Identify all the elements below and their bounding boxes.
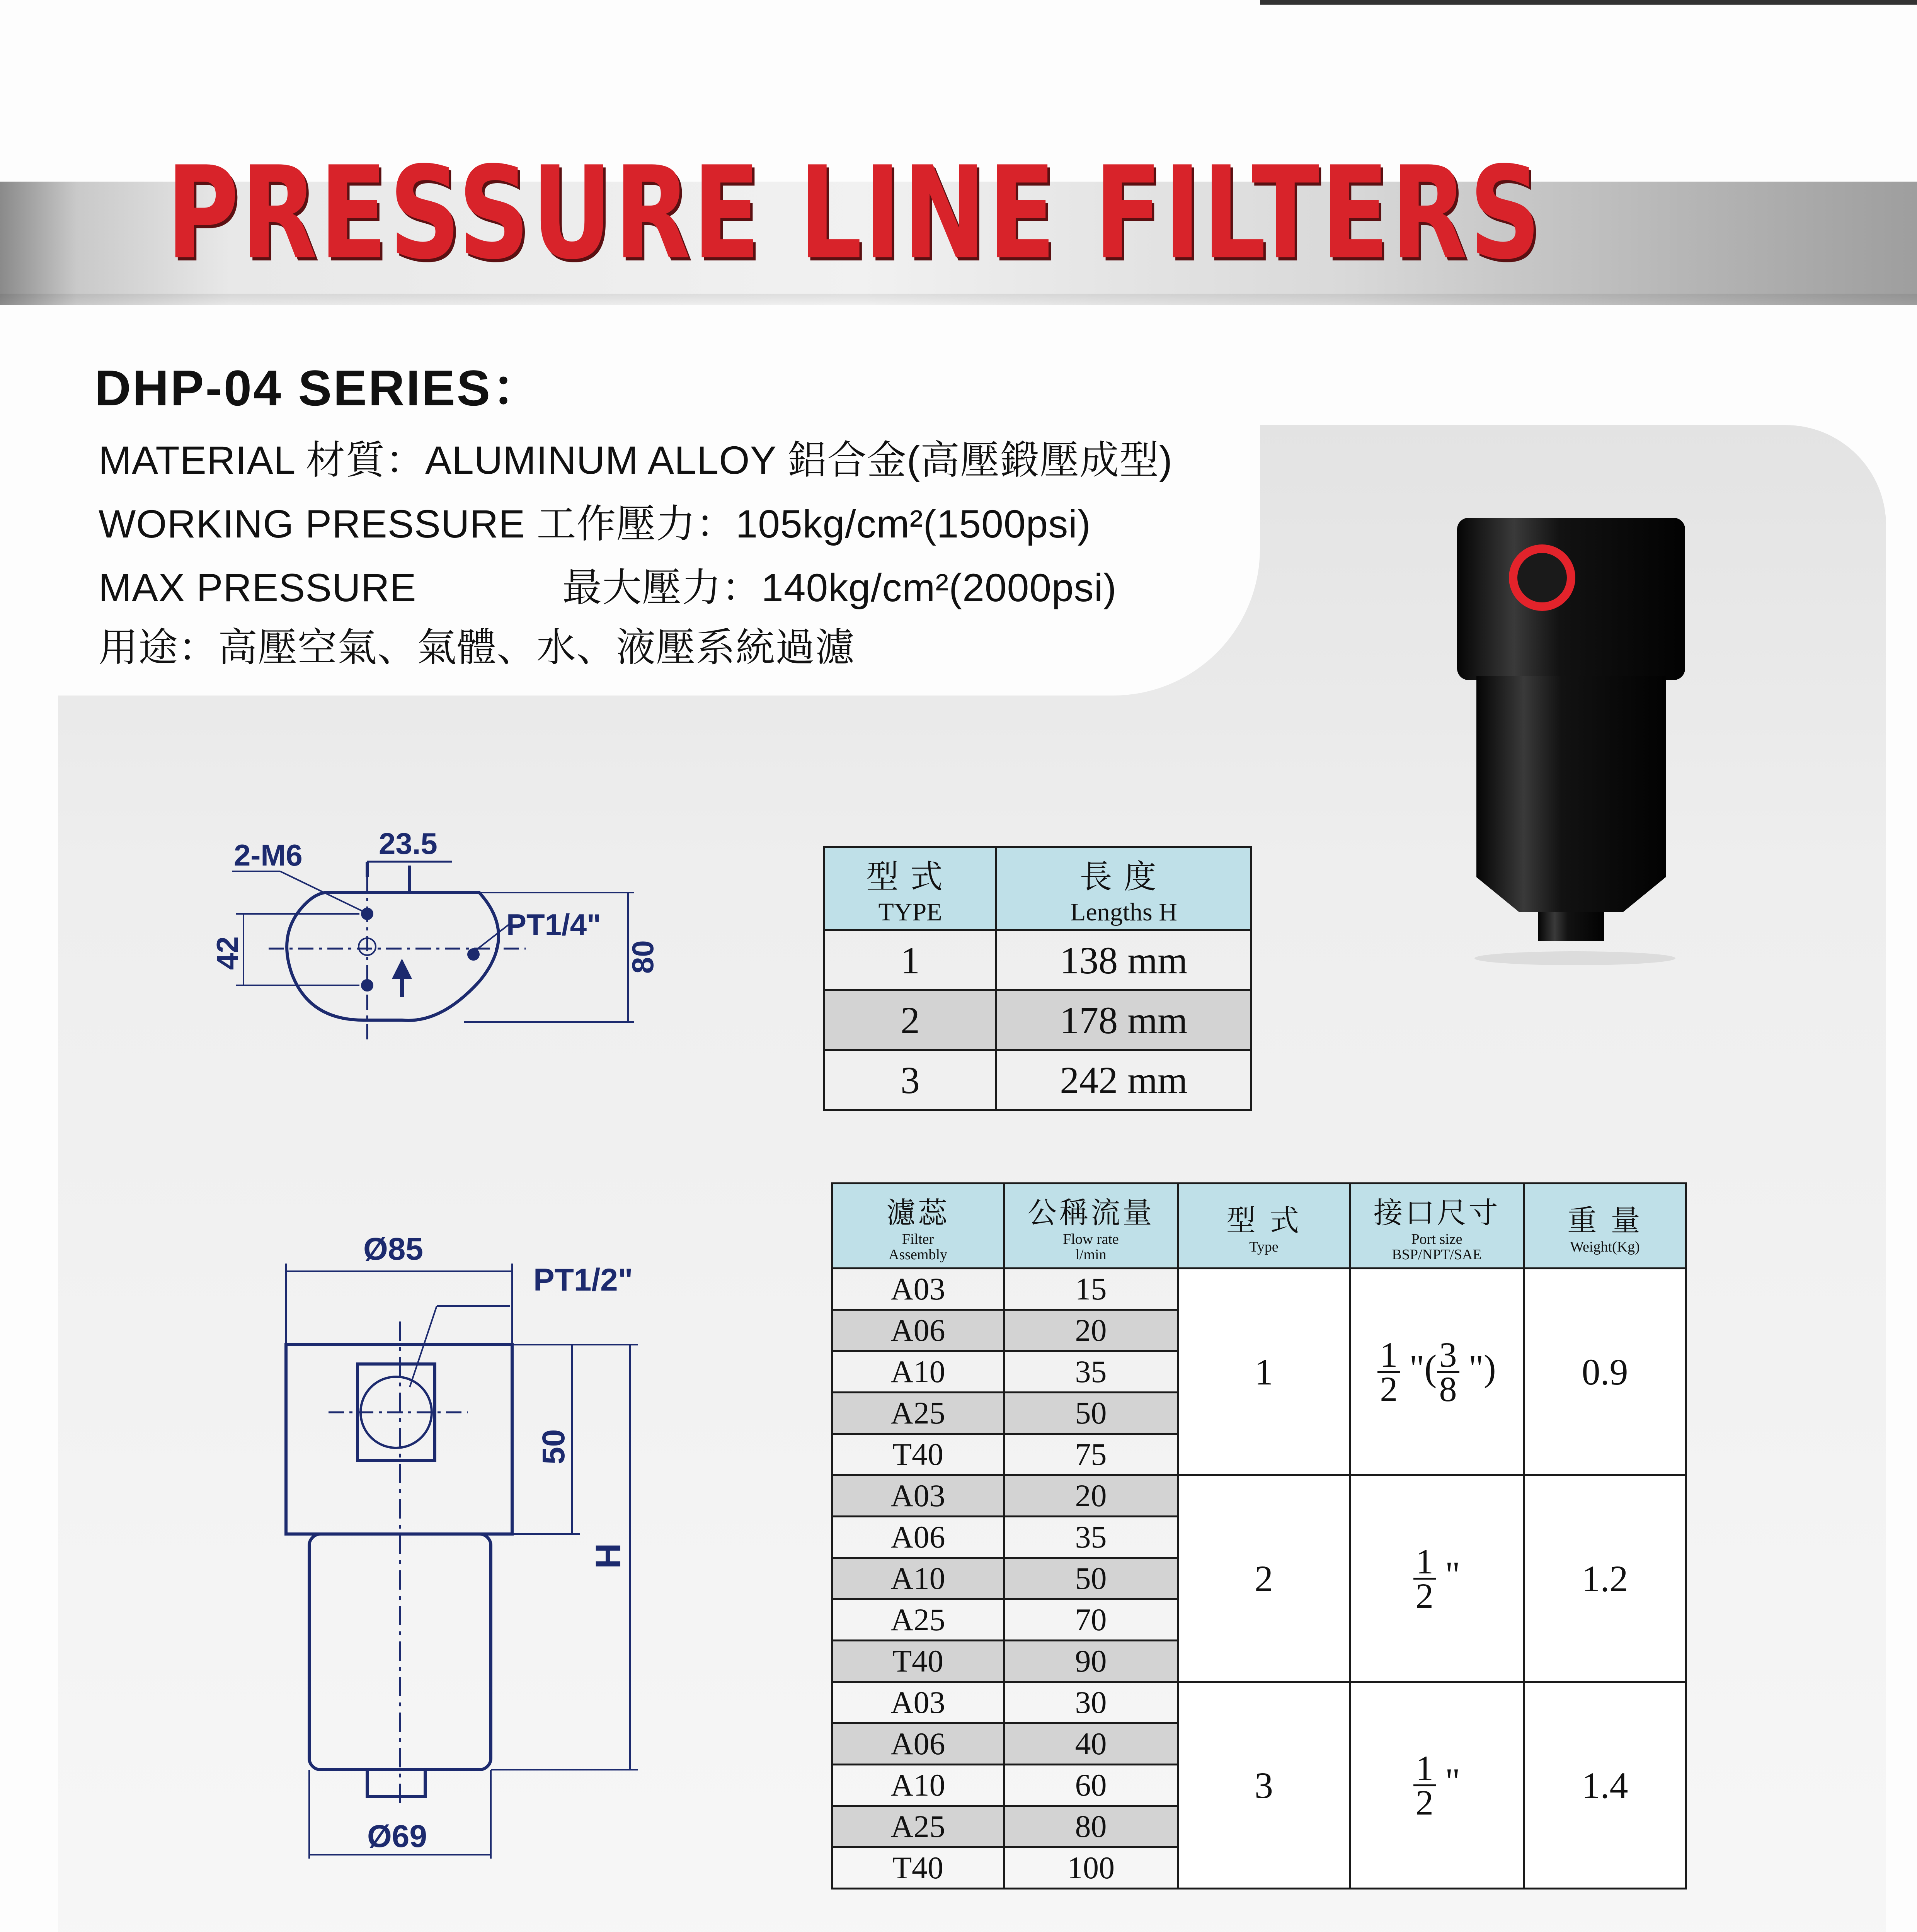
top-port-label: PT1/4" bbox=[506, 908, 601, 942]
working-label-en: WORKING PRESSURE bbox=[99, 502, 526, 546]
type-cell: 2 bbox=[1178, 1475, 1350, 1682]
table-row bbox=[832, 1269, 1686, 1310]
material-value: ALUMINUM ALLOY 鋁合金(高壓鍛壓成型) bbox=[425, 438, 1173, 482]
weight-zh: 重 量 bbox=[1567, 1203, 1643, 1238]
length-cell: 138 mm bbox=[996, 930, 1251, 990]
flow-cell: 75 bbox=[1004, 1434, 1178, 1475]
flow-cell: 20 bbox=[1004, 1310, 1178, 1351]
product-photo bbox=[1449, 510, 1701, 974]
working-label-zh: 工作壓力 bbox=[536, 502, 696, 546]
side-port-label: PT1/2" bbox=[533, 1262, 633, 1298]
height-right-dimension: 80 bbox=[626, 940, 660, 974]
material-label: MATERIAL 材質 bbox=[99, 438, 386, 482]
weight-cell: 1.4 bbox=[1524, 1682, 1686, 1889]
page-title: PRESSURE LINE FILTERS bbox=[166, 139, 1543, 287]
weight-header bbox=[1524, 1184, 1686, 1269]
length-cell: 178 mm bbox=[996, 990, 1251, 1050]
spec-material: MATERIAL 材質：ALUMINUM ALLOY 鋁合金(高壓鍛壓成型) bbox=[99, 438, 1173, 482]
series-title-text: DHP-04 SERIES bbox=[95, 360, 492, 416]
type-cell: 3 bbox=[1178, 1682, 1350, 1889]
max-label-en: MAX PRESSURE bbox=[99, 566, 417, 610]
assembly-cell: A06 bbox=[832, 1723, 1004, 1765]
top-view-drawing bbox=[209, 819, 672, 1128]
series-title: DHP-04 SERIES： bbox=[95, 360, 544, 416]
flow-cell: 50 bbox=[1004, 1558, 1178, 1599]
assembly-cell: A06 bbox=[832, 1310, 1004, 1351]
type-header-zh: 型式 bbox=[866, 857, 954, 896]
length-header bbox=[996, 847, 1251, 930]
port-size-cell: $\frac{1}{2}$ " bbox=[1350, 1682, 1524, 1889]
title-bar-shadow bbox=[0, 294, 1917, 305]
port-size-zh: 接口尺寸 bbox=[1373, 1196, 1500, 1230]
filter-assembly-header bbox=[832, 1184, 1004, 1269]
flow-rate-en2: l/min bbox=[1075, 1247, 1107, 1263]
port-size-en2: BSP/NPT/SAE bbox=[1392, 1247, 1482, 1263]
assembly-cell: A03 bbox=[832, 1682, 1004, 1723]
port-size-cell: $\frac{1}{2}$ "( $\frac{3}{8}$ ") bbox=[1350, 1269, 1524, 1475]
type-cell: 2 bbox=[824, 990, 996, 1050]
assembly-cell: T40 bbox=[832, 1641, 1004, 1682]
flow-cell: 100 bbox=[1004, 1847, 1178, 1889]
port-size-cell: $\frac{1}{2}$ " bbox=[1350, 1475, 1524, 1682]
flow-rate-en1: Flow rate bbox=[1063, 1231, 1119, 1247]
type-cell: 3 bbox=[824, 1050, 996, 1110]
port-size-header bbox=[1350, 1184, 1524, 1269]
flow-cell: 90 bbox=[1004, 1641, 1178, 1682]
type-cell: 1 bbox=[824, 930, 996, 990]
width-dimension: 23.5 bbox=[379, 827, 438, 861]
top-diameter: Ø85 bbox=[363, 1231, 423, 1267]
length-header-en: Lengths H bbox=[1070, 898, 1177, 926]
working-value: 105kg/cm²(1500psi) bbox=[735, 502, 1091, 546]
bolt-label: 2-M6 bbox=[234, 838, 303, 872]
max-value: 140kg/cm²(2000psi) bbox=[761, 566, 1117, 610]
max-label-zh: 最大壓力 bbox=[562, 566, 722, 610]
flow-cell: 50 bbox=[1004, 1393, 1178, 1434]
bottom-diameter: Ø69 bbox=[367, 1819, 427, 1854]
flow-rate-zh: 公稱流量 bbox=[1027, 1196, 1154, 1230]
indicator-ring-icon bbox=[1513, 549, 1571, 607]
length-cell: 242 mm bbox=[996, 1050, 1251, 1110]
type-header bbox=[824, 847, 996, 930]
assembly-cell: A25 bbox=[832, 1806, 1004, 1847]
flow-cell: 60 bbox=[1004, 1765, 1178, 1806]
type-en: Type bbox=[1249, 1239, 1279, 1255]
filter-assembly-zh: 濾蕊 bbox=[886, 1196, 950, 1230]
flow-cell: 35 bbox=[1004, 1517, 1178, 1558]
flow-cell: 30 bbox=[1004, 1682, 1178, 1723]
port-size-en1: Port size bbox=[1411, 1231, 1462, 1247]
length-table bbox=[823, 846, 1252, 1111]
assembly-cell: A25 bbox=[832, 1599, 1004, 1641]
table-row bbox=[824, 930, 1251, 990]
length-dimension: H bbox=[589, 1543, 628, 1569]
assembly-cell: A25 bbox=[832, 1393, 1004, 1434]
assembly-cell: A06 bbox=[832, 1517, 1004, 1558]
flow-cell: 20 bbox=[1004, 1475, 1178, 1517]
table-row bbox=[824, 990, 1251, 1050]
type-zh: 型 式 bbox=[1226, 1203, 1302, 1238]
spec-working-pressure: WORKING PRESSURE 工作壓力：105kg/cm²(1500psi) bbox=[99, 502, 1091, 546]
table-row bbox=[832, 1682, 1686, 1723]
weight-cell: 0.9 bbox=[1524, 1269, 1686, 1475]
weight-en: Weight(Kg) bbox=[1570, 1239, 1640, 1255]
head-height-dimension: 50 bbox=[536, 1429, 571, 1464]
side-view-drawing bbox=[271, 1217, 715, 1874]
assembly-cell: A03 bbox=[832, 1475, 1004, 1517]
flow-cell: 15 bbox=[1004, 1269, 1178, 1310]
weight-cell: 1.2 bbox=[1524, 1475, 1686, 1682]
assembly-cell: T40 bbox=[832, 1434, 1004, 1475]
height-left-dimension: 42 bbox=[210, 936, 244, 970]
filter-assembly-en2: Assembly bbox=[889, 1247, 947, 1263]
spec-usage: 用途：高壓空氣、氣體、水、液壓系統過濾 bbox=[99, 626, 855, 670]
assembly-cell: T40 bbox=[832, 1847, 1004, 1889]
flow-cell: 35 bbox=[1004, 1351, 1178, 1393]
assembly-cell: A03 bbox=[832, 1269, 1004, 1310]
table-row bbox=[832, 1475, 1686, 1517]
type-header-en: TYPE bbox=[878, 898, 942, 926]
flow-cell: 40 bbox=[1004, 1723, 1178, 1765]
length-header-zh: 長度 bbox=[1079, 857, 1168, 896]
assembly-cell: A10 bbox=[832, 1558, 1004, 1599]
flow-cell: 70 bbox=[1004, 1599, 1178, 1641]
filter-assembly-en1: Filter bbox=[902, 1231, 934, 1247]
flow-rate-header bbox=[1004, 1184, 1178, 1269]
type-header bbox=[1178, 1184, 1350, 1269]
assembly-cell: A10 bbox=[832, 1765, 1004, 1806]
spec-max-pressure: MAX PRESSURE 最大壓力：140kg/cm²(2000psi) bbox=[99, 566, 1117, 610]
flow-cell: 80 bbox=[1004, 1806, 1178, 1847]
flow-table bbox=[831, 1182, 1687, 1889]
table-row bbox=[824, 1050, 1251, 1110]
type-cell: 1 bbox=[1178, 1269, 1350, 1475]
assembly-cell: A10 bbox=[832, 1351, 1004, 1393]
